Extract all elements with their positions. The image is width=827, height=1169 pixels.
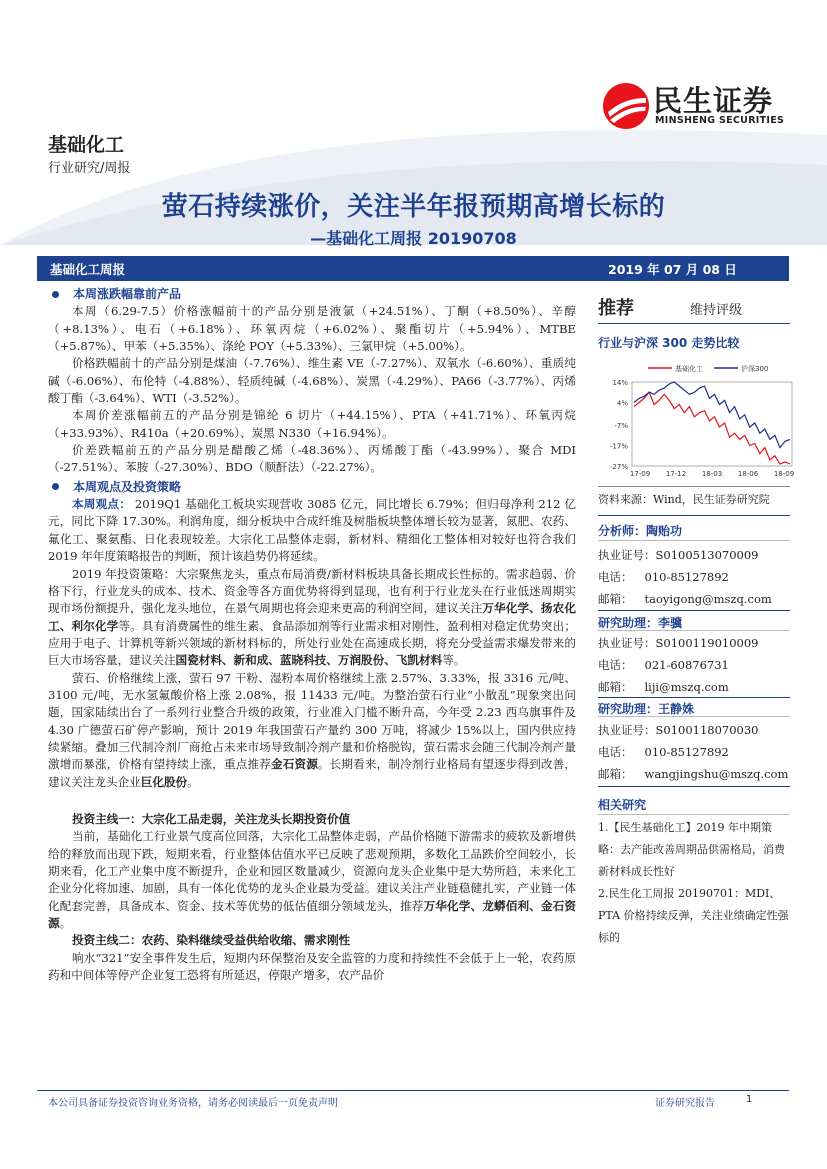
y-tick-label: 4% [616, 399, 628, 408]
page-number: 1 [746, 1094, 753, 1105]
y-tick-label: 14% [612, 379, 628, 387]
mainline-heading-2: 投资主线二：农药、染料继续受益供给收缩、需求刚性 [72, 933, 351, 948]
x-tick-label: 18-03 [701, 470, 723, 478]
assistant-1-heading: 研究助理：李骥 [598, 616, 683, 630]
analyst-cert: 执业证号：S0100513070009 [598, 548, 759, 562]
divider [598, 610, 790, 611]
paragraph: 2019 年投资策略：大宗聚焦龙头，重点布局消费/新材料板块具备长期成长性标的。需求趋弱、价格下行，行业龙头的成本、技术、资金等各方面优势将得到显现，也有利于行业龙头在行业低迷周期实现市场份额提升，强化龙头地位，在景气周期也将会迎来更高的利润空间，建议关注万华化学、扬农化工、利尔化学等。具有消费属性的维生素、食品添加剂等行业需求相对刚性，盈利相对稳定优势突出；应用于电子、计算机等新兴领域的新材料标的，所处行业处在高速成长期，将充分受益需求爆发带来的巨大市场容量，建议关注国瓷材料、新和成、蓝晓科技、万润股份、飞凯材料等。 [48, 566, 576, 668]
divider [598, 697, 790, 698]
footer-doc-type: 证券研究报告 [655, 1098, 715, 1109]
x-tick-label: 17-12 [665, 470, 687, 478]
performance-chart [598, 354, 798, 484]
paragraph: 当前，基础化工行业景气度高位回落，大宗化工品整体走弱，产品价格随下游需求的疲软及新增供给的释放而出现下跌，短期来看，行业整体估值水平已反映了悲观预期，多数化工品跌价空间较小，长期来看，化工产业集中度不断提升，企业和园区数量减少，资源向龙头企业集中是大势所趋，未来化工企业分化将加速、加剧，具有一体化优势的龙头企业最为受益。建议关注产业链稳健扎实，产业链一体化配套完善，具备成本、资金、技术等优势的低估值细分领域龙头，推荐万华化学、龙蟒佰利、金石资源。 [48, 829, 576, 931]
paragraph: 本周价差涨幅前五的产品分别是锦纶 6 切片（+44.15%）、PTA（+41.71%）、环氧丙烷（+33.93%）、R410a（+20.69%）、炭黑 N330（+16.94%）。 [48, 408, 576, 440]
chart-title: 行业与沪深 300 走势比较 [598, 336, 740, 350]
analyst-phone: 电话： 010-85127892 [598, 570, 729, 584]
footer-rule [37, 1090, 789, 1091]
x-tick-label: 17-09 [629, 470, 651, 478]
paragraph: 本周（6.29-7.5）价格涨幅前十的产品分别是液氯（+24.51%）、丁酮（+8.50%）、辛醇（+8.13%）、电石（+6.18%）、环氧丙烷（+6.02%）、聚酯切片（+5.94%）、MTBE（+5.87%）、甲苯（+5.35%）、涤纶 POY（+5.33%）、三氯甲烷（+5.00%）。 [48, 304, 576, 354]
rating-status: 维持评级 [690, 303, 743, 318]
y-tick-label: -27% [609, 463, 628, 471]
chart-source: 资料来源：Wind，民生证券研究院 [598, 493, 770, 506]
analyst-email: 邮箱： taoyigong@mszq.com [598, 592, 772, 606]
main-column [48, 286, 576, 984]
rating-label: 推荐 [598, 298, 634, 319]
assistant-2-phone: 电话： 010-85127892 [598, 745, 729, 759]
chart-plot-frame [632, 382, 792, 466]
band-date: 2019 年 07 月 08 日 [608, 262, 737, 277]
legend-label: 基础化工 [675, 365, 703, 373]
assistant-2-cert: 执业证号：S0100118070030 [598, 723, 759, 737]
section-heading-2: 本周观点及投资策略 [48, 479, 576, 496]
minsheng-logo-icon [602, 82, 650, 130]
divider [598, 786, 790, 787]
divider [598, 814, 790, 815]
band-report-name: 基础化工周报 [50, 262, 126, 277]
related-item-1[interactable]: 1.【民生基础化工】2019 年中期策略：去产能改善周期品供需格局，消费新材料成长性好 [598, 821, 785, 878]
assistant-1-email: 邮箱： liji@mszq.com [598, 680, 729, 694]
footer-disclaimer: 本公司具备证券投资咨询业务资格，请务必阅读最后一页免责声明 [48, 1098, 338, 1109]
assistant-1-cert: 执业证号：S0100119010009 [598, 636, 759, 650]
mainline-heading-1: 投资主线一：大宗化工品走弱，关注龙头长期投资价值 [72, 811, 351, 826]
x-tick-label: 18-06 [737, 470, 759, 478]
divider [598, 515, 790, 516]
assistant-1-phone: 电话： 021-60876731 [598, 658, 729, 672]
divider [598, 716, 790, 717]
divider [598, 323, 790, 324]
report-subtitle: —基础化工周报 20190708 [310, 229, 517, 248]
section-heading-1: 本周涨跌幅靠前产品 [48, 286, 576, 303]
assistant-2-heading: 研究助理：王静姝 [598, 702, 695, 716]
paragraph: 响水“321”安全事件发生后，短期内环保整治及安全监管的力度和持续性不会低于上一轮，农药原药和中间体等停产企业复工恐将有所延迟，停限产增多，农产品价 [48, 950, 576, 983]
y-tick-label: -7% [614, 422, 628, 431]
divider [598, 540, 790, 541]
paragraph: 本周观点： 2019Q1 基础化工板块实现营收 3085 亿元，同比增长 6.79%；但归母净利 212 亿元，同比下降 17.30%。利润角度，细分板块中合成纤维及树脂板块整体增长较为显著，氮肥、农药、氟化工、聚氨酯、日化表现较差。大宗化工品整体走弱，新材料、精细化工整体相对较好也符合我们 2019 年年度策略报告的判断，预计该趋势仍将延续。 [48, 497, 576, 564]
series-line-chemical [634, 392, 790, 464]
report-title: 萤石持续涨价，关注半年报预期高增长标的 [161, 192, 666, 222]
related-research-heading: 相关研究 [598, 798, 647, 812]
paragraph: 价格跌幅前十的产品分别是煤油（-7.76%）、维生素 VE（-7.27%）、双氧水（-6.60%）、重质纯碱（-6.06%）、布伦特（-4.88%）、轻质纯碱（-4.68%）、炭黑（-4.29%）、PA66（-3.77%）、丙烯酸丁酯（-3.64%）、WTI（-3.52%）。 [48, 356, 576, 406]
assistant-2-email: 邮箱： wangjingshu@mszq.com [598, 767, 789, 781]
logo-text-cn: 民生证券 [653, 84, 774, 118]
legend-label: 沪深300 [741, 365, 769, 373]
sector-name: 基础化工 [48, 134, 125, 156]
y-tick-label: -17% [609, 442, 628, 451]
bullet-icon [52, 291, 59, 298]
paragraph: 价差跌幅前五的产品分别是醋酸乙烯（-48.36%）、丙烯酸丁酯（-43.99%）、聚合 MDI（-27.51%）、苯胺（-27.30%）、BDO（顺酐法）（-22.27%）。 [48, 443, 576, 475]
divider [598, 630, 790, 631]
related-item-2[interactable]: 2.民生化工周报 20190701：MDI、PTA 价格持续反弹，关注业绩确定性强标的 [598, 887, 789, 944]
logo-text-en: MINSHENG SECURITIES [655, 115, 785, 126]
series-line-hs300 [634, 382, 790, 448]
x-tick-label: 18-09 [773, 470, 795, 478]
report-type: 行业研究/周报 [48, 161, 131, 176]
divider [598, 486, 790, 487]
bullet-icon [52, 483, 59, 490]
analyst-heading: 分析师：陶贻功 [598, 524, 683, 538]
paragraph: 萤石、价格继续上涨，萤石 97 干粉、湿粉本周价格继续上涨 2.57%、3.33%，报 3316 元/吨、3100 元/吨，无水氢氟酸价格上涨 2.08%，报 11433 元/吨。为整治萤石行业“小散乱”现象突出问题，国家陆续出台了一系列行业整合升级的政策，行业准入门槛不断升高，今年受 2.23 西乌旗事件及 4.30 广德萤石矿停产影响，预计 2019 年我国萤石产量约 300 万吨，将减少 15%以上，国内供应持续紧缩。叠加三代制冷剂厂商抢占未来市场导致制冷剂产量和价格脱钩，萤石需求会随三代制冷剂产量激增而暴涨，价格有望持续上涨，重点推荐金石资源。长期看来，制冷剂行业格局有望逐步得到改善，建议关注龙头企业巨化股份。 [48, 670, 576, 789]
